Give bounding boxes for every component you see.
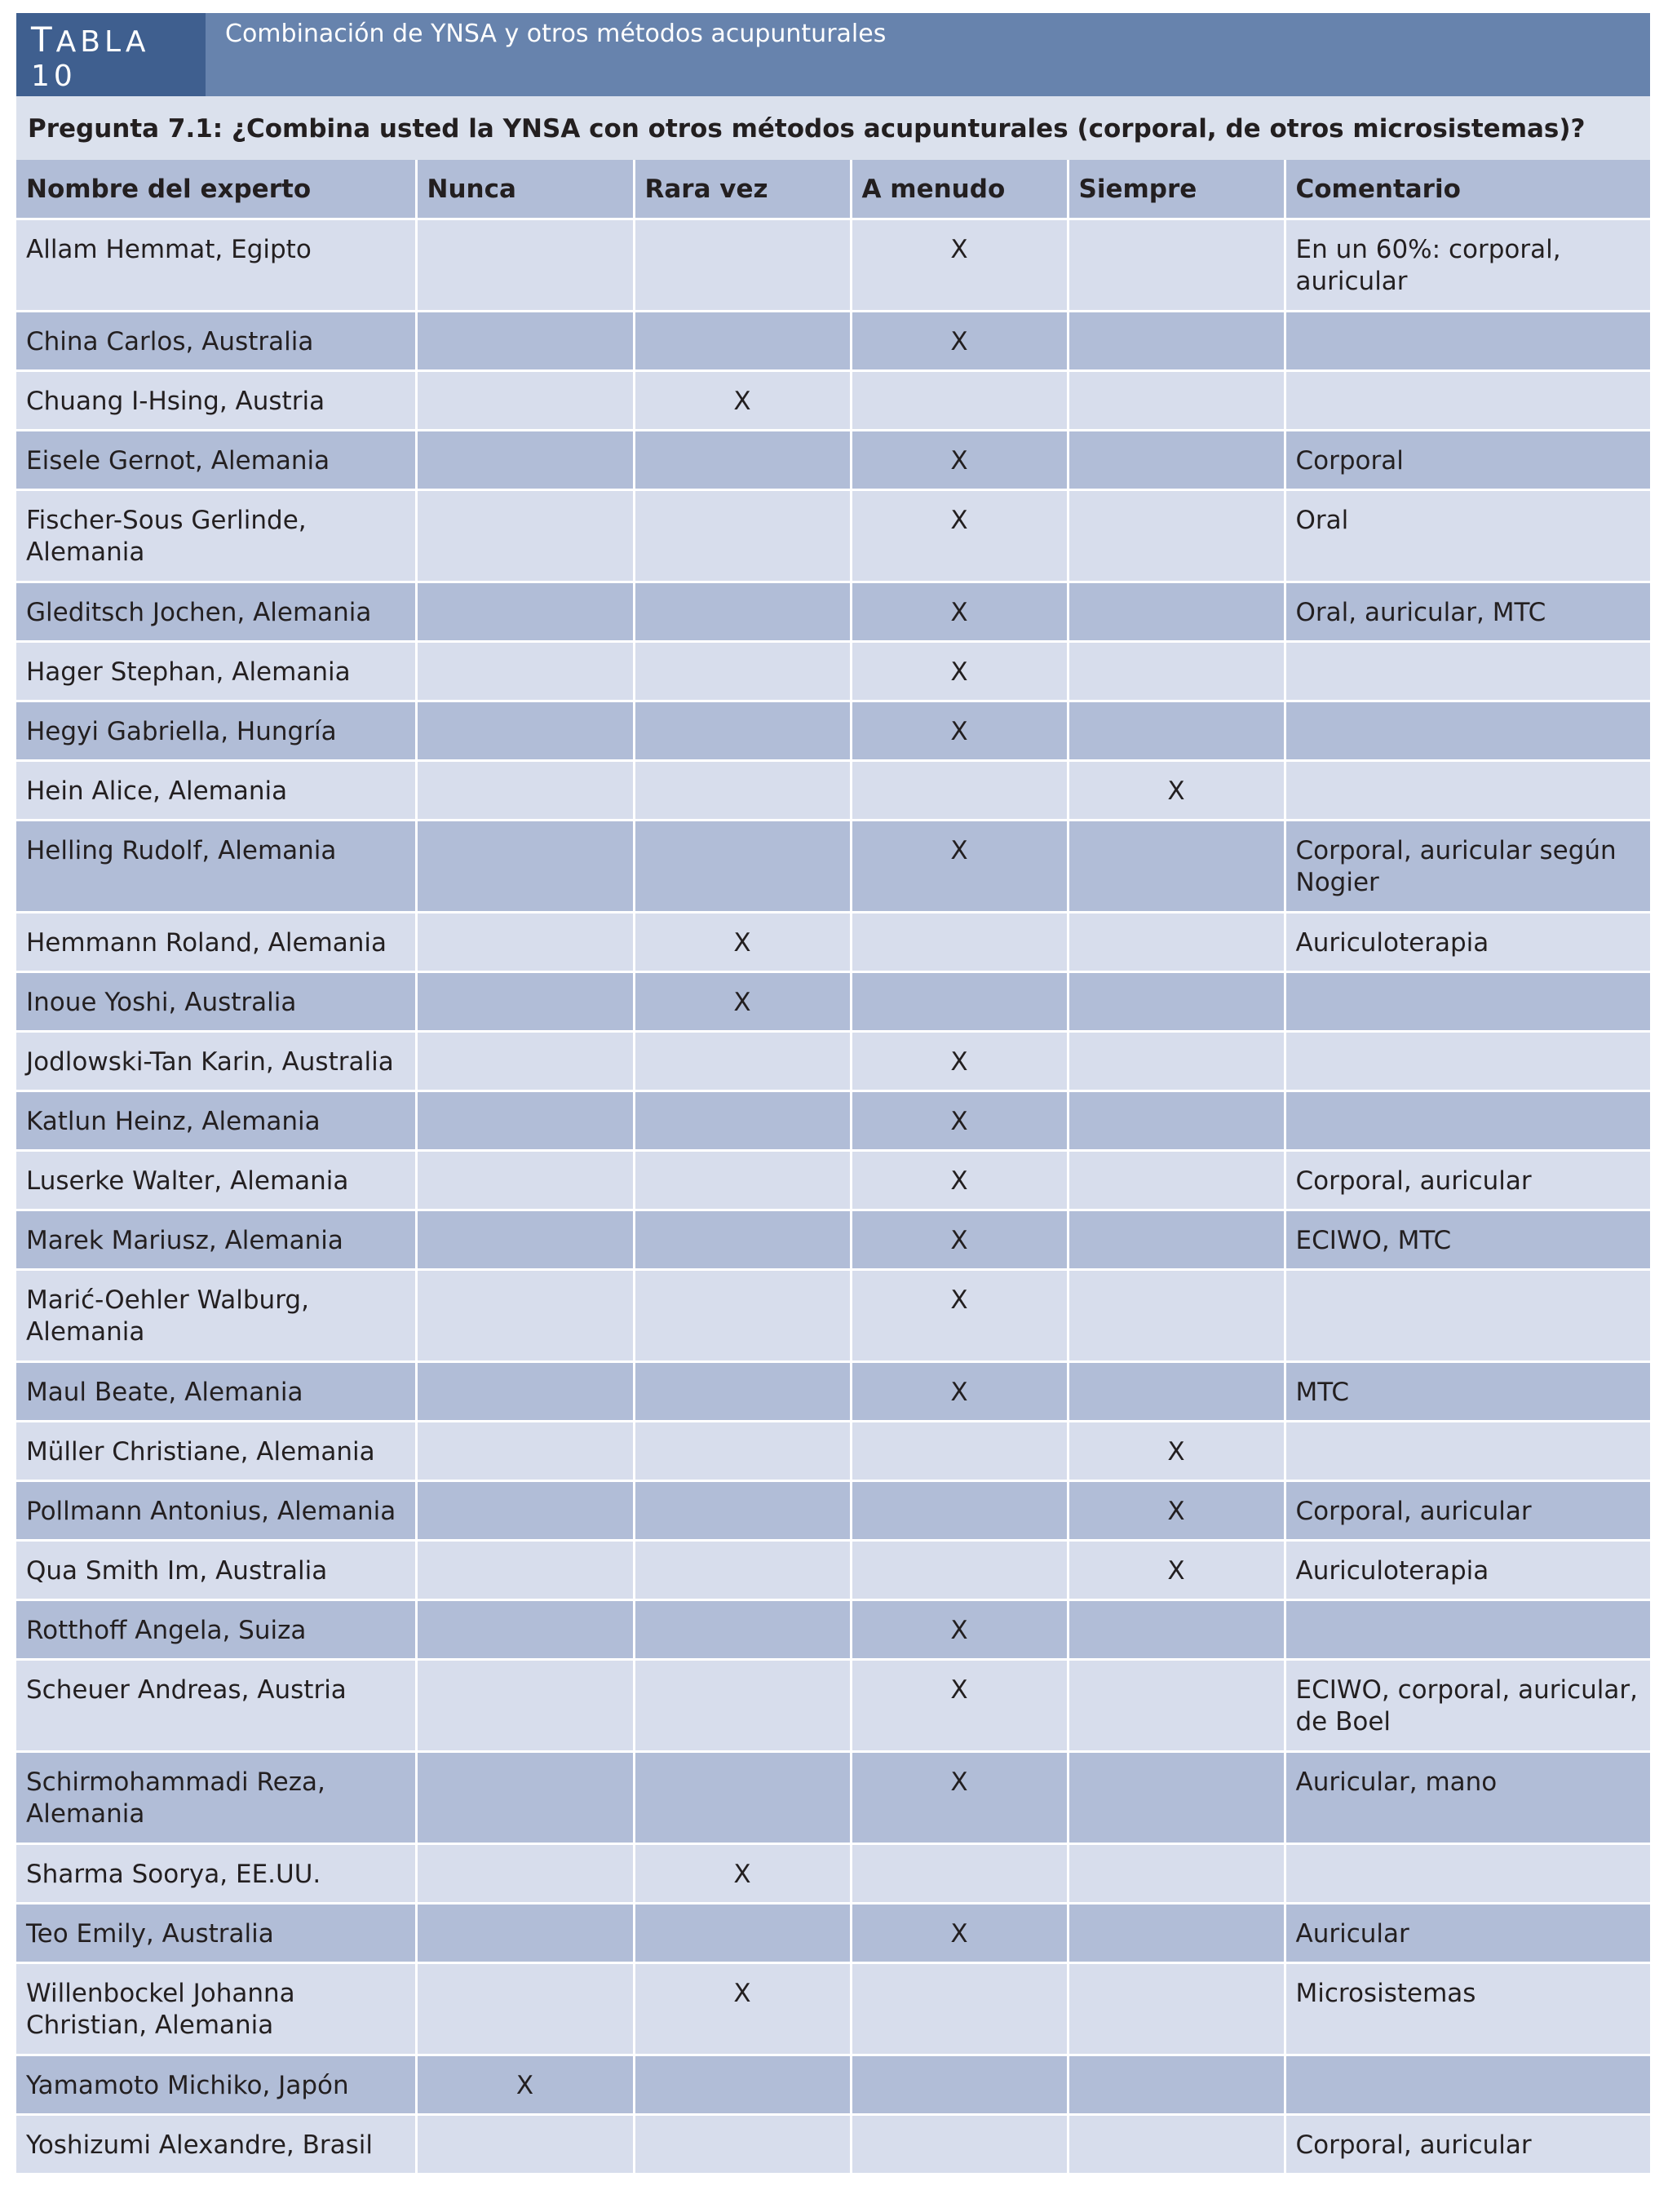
table-title-bar <box>16 13 1650 96</box>
answer-cell-siempre <box>1068 1150 1285 1210</box>
expert-name-cell: Marek Mariusz, Alemania <box>16 1210 416 1269</box>
expert-name-cell: Maul Beate, Alemania <box>16 1361 416 1421</box>
answer-cell-a-menudo: X <box>851 1091 1068 1150</box>
answer-cell-a-menudo: X <box>851 641 1068 701</box>
answer-cell-rara-vez: X <box>634 971 851 1031</box>
expert-name-cell: Hein Alice, Alemania <box>16 760 416 820</box>
answer-cell-rara-vez: X <box>634 370 851 430</box>
answer-cell-siempre <box>1068 971 1285 1031</box>
answer-cell-siempre <box>1068 219 1285 311</box>
table-row <box>16 1599 1650 1659</box>
answer-cell-rara-vez <box>634 641 851 701</box>
answer-cell-a-menudo: X <box>851 1210 1068 1269</box>
expert-name-cell: Chuang I-Hsing, Austria <box>16 370 416 430</box>
answer-cell-nunca <box>416 1540 634 1599</box>
answer-cell-a-menudo: X <box>851 1599 1068 1659</box>
expert-name-cell: Sharma Soorya, EE.UU. <box>16 1843 416 1903</box>
comment-cell <box>1285 1031 1650 1091</box>
header-a-menudo: A menudo <box>851 160 1068 219</box>
comment-cell <box>1285 971 1650 1031</box>
expert-name-cell: Rotthoff Angela, Suiza <box>16 1599 416 1659</box>
answer-cell-siempre <box>1068 701 1285 760</box>
answer-cell-rara-vez <box>634 1031 851 1091</box>
expert-name-cell: Müller Christiane, Alemania <box>16 1421 416 1480</box>
answer-cell-a-menudo: X <box>851 1903 1068 1962</box>
table-row <box>16 1421 1650 1480</box>
answer-cell-rara-vez: X <box>634 912 851 971</box>
expert-name-cell: Willenbockel Johanna Christian, Alemania <box>16 1962 416 2055</box>
answer-cell-a-menudo: X <box>851 489 1068 582</box>
answer-cell-rara-vez <box>634 1599 851 1659</box>
answer-cell-a-menudo <box>851 1480 1068 1540</box>
answer-cell-a-menudo <box>851 2055 1068 2114</box>
table-row <box>16 1031 1650 1091</box>
answer-cell-rara-vez <box>634 1150 851 1210</box>
expert-name-cell: Yoshizumi Alexandre, Brasil <box>16 2114 416 2174</box>
answer-cell-rara-vez <box>634 2114 851 2174</box>
comment-cell: Corporal <box>1285 430 1650 489</box>
answer-cell-siempre <box>1068 2114 1285 2174</box>
answer-cell-siempre <box>1068 2055 1285 2114</box>
table-body <box>16 219 1650 2174</box>
answer-cell-rara-vez <box>634 1361 851 1421</box>
answer-cell-nunca <box>416 2114 634 2174</box>
expert-name-cell: Inoue Yoshi, Australia <box>16 971 416 1031</box>
comment-cell <box>1285 1269 1650 1361</box>
answer-cell-nunca <box>416 1421 634 1480</box>
answer-cell-rara-vez: X <box>634 1843 851 1903</box>
header-name: Nombre del experto <box>16 160 416 219</box>
answer-cell-rara-vez <box>634 1210 851 1269</box>
table-row <box>16 489 1650 582</box>
answer-cell-siempre <box>1068 582 1285 641</box>
answer-cell-rara-vez <box>634 430 851 489</box>
answer-cell-nunca <box>416 1361 634 1421</box>
answer-cell-a-menudo <box>851 760 1068 820</box>
answer-cell-a-menudo <box>851 1962 1068 2055</box>
comment-cell: Corporal, auricular <box>1285 1480 1650 1540</box>
answer-cell-siempre <box>1068 370 1285 430</box>
comment-cell: Auricular, mano <box>1285 1751 1650 1843</box>
table-row <box>16 1480 1650 1540</box>
expert-name-cell: Gleditsch Jochen, Alemania <box>16 582 416 641</box>
answer-cell-nunca <box>416 1480 634 1540</box>
comment-cell: Oral, auricular, MTC <box>1285 582 1650 641</box>
answer-cell-nunca <box>416 1091 634 1150</box>
answer-cell-siempre <box>1068 1031 1285 1091</box>
answer-cell-nunca <box>416 1269 634 1361</box>
table-row <box>16 1751 1650 1843</box>
expert-name-cell: Hager Stephan, Alemania <box>16 641 416 701</box>
answer-cell-nunca <box>416 1962 634 2055</box>
answer-cell-nunca <box>416 370 634 430</box>
comment-cell: ECIWO, corporal, auricular, de Boel <box>1285 1659 1650 1751</box>
table-title: Combinación de YNSA y otros métodos acupunturales <box>225 20 887 48</box>
answer-cell-nunca <box>416 1210 634 1269</box>
answer-cell-siempre: X <box>1068 1540 1285 1599</box>
answer-cell-nunca <box>416 820 634 912</box>
answer-cell-nunca <box>416 219 634 311</box>
table-row <box>16 2055 1650 2114</box>
answer-cell-rara-vez <box>634 2055 851 2114</box>
answer-cell-a-menudo: X <box>851 219 1068 311</box>
table-row <box>16 641 1650 701</box>
comment-cell: Microsistemas <box>1285 1962 1650 2055</box>
answer-cell-a-menudo <box>851 370 1068 430</box>
expert-name-cell: Allam Hemmat, Egipto <box>16 219 416 311</box>
comment-cell: Auriculoterapia <box>1285 1540 1650 1599</box>
answer-cell-siempre <box>1068 489 1285 582</box>
answer-cell-siempre <box>1068 1903 1285 1962</box>
answer-cell-rara-vez <box>634 489 851 582</box>
answer-cell-a-menudo <box>851 1421 1068 1480</box>
answer-cell-rara-vez <box>634 1540 851 1599</box>
answer-cell-rara-vez <box>634 1903 851 1962</box>
answer-cell-rara-vez <box>634 582 851 641</box>
answer-cell-siempre <box>1068 641 1285 701</box>
table-row <box>16 1843 1650 1903</box>
answer-cell-a-menudo: X <box>851 582 1068 641</box>
table-row <box>16 582 1650 641</box>
comment-cell: MTC <box>1285 1361 1650 1421</box>
table-row <box>16 1361 1650 1421</box>
header-nunca: Nunca <box>416 160 634 219</box>
expert-name-cell: Luserke Walter, Alemania <box>16 1150 416 1210</box>
table-row <box>16 971 1650 1031</box>
answer-cell-nunca <box>416 641 634 701</box>
comment-cell <box>1285 760 1650 820</box>
table-number-initial: T <box>31 20 56 60</box>
answer-cell-nunca <box>416 489 634 582</box>
table-row <box>16 430 1650 489</box>
table-row <box>16 370 1650 430</box>
answer-cell-nunca <box>416 1031 634 1091</box>
comment-cell: Auricular <box>1285 1903 1650 1962</box>
header-comment: Comentario <box>1285 160 1650 219</box>
expert-table <box>16 160 1650 2175</box>
header-row <box>16 160 1650 219</box>
table-number-tag <box>16 13 206 96</box>
table-row <box>16 912 1650 971</box>
answer-cell-a-menudo <box>851 1540 1068 1599</box>
comment-cell <box>1285 370 1650 430</box>
answer-cell-nunca <box>416 430 634 489</box>
expert-name-cell: Scheuer Andreas, Austria <box>16 1659 416 1751</box>
comment-cell: En un 60%: corporal, auricular <box>1285 219 1650 311</box>
answer-cell-a-menudo <box>851 971 1068 1031</box>
comment-cell: Auriculoterapia <box>1285 912 1650 971</box>
answer-cell-rara-vez <box>634 701 851 760</box>
answer-cell-a-menudo: X <box>851 430 1068 489</box>
comment-cell: Corporal, auricular <box>1285 2114 1650 2174</box>
answer-cell-a-menudo: X <box>851 1361 1068 1421</box>
expert-name-cell: Yamamoto Michiko, Japón <box>16 2055 416 2114</box>
answer-cell-nunca <box>416 912 634 971</box>
answer-cell-siempre <box>1068 1659 1285 1751</box>
comment-cell <box>1285 1599 1650 1659</box>
answer-cell-a-menudo: X <box>851 1751 1068 1843</box>
expert-name-cell: Fischer-Sous Gerlinde, Alemania <box>16 489 416 582</box>
comment-cell: ECIWO, MTC <box>1285 1210 1650 1269</box>
answer-cell-siempre <box>1068 1361 1285 1421</box>
answer-cell-a-menudo: X <box>851 1659 1068 1751</box>
comment-cell: Corporal, auricular <box>1285 1150 1650 1210</box>
table-row <box>16 1903 1650 1962</box>
answer-cell-siempre <box>1068 1091 1285 1150</box>
expert-name-cell: Schirmohammadi Reza, Alemania <box>16 1751 416 1843</box>
table-row <box>16 1269 1650 1361</box>
answer-cell-nunca <box>416 971 634 1031</box>
table-row <box>16 1659 1650 1751</box>
answer-cell-siempre <box>1068 1962 1285 2055</box>
answer-cell-nunca <box>416 311 634 370</box>
answer-cell-rara-vez <box>634 219 851 311</box>
answer-cell-rara-vez <box>634 1480 851 1540</box>
comment-cell <box>1285 1091 1650 1150</box>
comment-cell: Corporal, auricular según Nogier <box>1285 820 1650 912</box>
expert-name-cell: Pollmann Antonius, Alemania <box>16 1480 416 1540</box>
answer-cell-siempre <box>1068 430 1285 489</box>
answer-cell-nunca <box>416 701 634 760</box>
answer-cell-a-menudo: X <box>851 820 1068 912</box>
answer-cell-siempre <box>1068 1269 1285 1361</box>
answer-cell-a-menudo: X <box>851 701 1068 760</box>
answer-cell-a-menudo <box>851 1843 1068 1903</box>
table-row <box>16 1210 1650 1269</box>
answer-cell-rara-vez <box>634 311 851 370</box>
answer-cell-a-menudo: X <box>851 1269 1068 1361</box>
table-row <box>16 311 1650 370</box>
answer-cell-rara-vez <box>634 1751 851 1843</box>
answer-cell-nunca <box>416 582 634 641</box>
answer-cell-siempre <box>1068 1751 1285 1843</box>
answer-cell-nunca <box>416 1599 634 1659</box>
answer-cell-nunca <box>416 760 634 820</box>
answer-cell-a-menudo <box>851 2114 1068 2174</box>
table-row <box>16 1091 1650 1150</box>
table-row <box>16 219 1650 311</box>
table-row <box>16 1150 1650 1210</box>
answer-cell-siempre: X <box>1068 1480 1285 1540</box>
table-figure <box>16 13 1650 2175</box>
answer-cell-nunca <box>416 1150 634 1210</box>
answer-cell-siempre <box>1068 1599 1285 1659</box>
answer-cell-rara-vez <box>634 760 851 820</box>
answer-cell-rara-vez: X <box>634 1962 851 2055</box>
expert-name-cell: Eisele Gernot, Alemania <box>16 430 416 489</box>
answer-cell-a-menudo: X <box>851 1150 1068 1210</box>
expert-name-cell: Teo Emily, Australia <box>16 1903 416 1962</box>
table-row <box>16 820 1650 912</box>
comment-cell <box>1285 1843 1650 1903</box>
answer-cell-siempre <box>1068 1843 1285 1903</box>
comment-cell <box>1285 2055 1650 2114</box>
answer-cell-a-menudo: X <box>851 311 1068 370</box>
header-rara-vez: Rara vez <box>634 160 851 219</box>
answer-cell-siempre: X <box>1068 1421 1285 1480</box>
expert-name-cell: Hegyi Gabriella, Hungría <box>16 701 416 760</box>
expert-name-cell: Marić-Oehler Walburg, Alemania <box>16 1269 416 1361</box>
expert-name-cell: Hemmann Roland, Alemania <box>16 912 416 971</box>
answer-cell-a-menudo <box>851 912 1068 971</box>
answer-cell-rara-vez <box>634 1269 851 1361</box>
table-row <box>16 1540 1650 1599</box>
answer-cell-rara-vez <box>634 820 851 912</box>
answer-cell-a-menudo: X <box>851 1031 1068 1091</box>
expert-name-cell: Jodlowski-Tan Karin, Australia <box>16 1031 416 1091</box>
question-row: Pregunta 7.1: ¿Combina usted la YNSA con otros métodos acupunturales (corporal, de otros microsistemas)? <box>16 96 1650 160</box>
answer-cell-nunca <box>416 1751 634 1843</box>
answer-cell-rara-vez <box>634 1659 851 1751</box>
table-number-rest: ABLA 10 <box>31 25 150 93</box>
comment-cell <box>1285 641 1650 701</box>
answer-cell-nunca <box>416 1903 634 1962</box>
table-row <box>16 701 1650 760</box>
expert-name-cell: Helling Rudolf, Alemania <box>16 820 416 912</box>
comment-cell <box>1285 701 1650 760</box>
expert-name-cell: Qua Smith Im, Australia <box>16 1540 416 1599</box>
answer-cell-siempre <box>1068 311 1285 370</box>
answer-cell-siempre: X <box>1068 760 1285 820</box>
header-siempre: Siempre <box>1068 160 1285 219</box>
table-row <box>16 760 1650 820</box>
answer-cell-rara-vez <box>634 1091 851 1150</box>
table-row <box>16 1962 1650 2055</box>
table-row <box>16 2114 1650 2174</box>
comment-cell <box>1285 1421 1650 1480</box>
answer-cell-nunca <box>416 1843 634 1903</box>
expert-name-cell: China Carlos, Australia <box>16 311 416 370</box>
comment-cell: Oral <box>1285 489 1650 582</box>
answer-cell-siempre <box>1068 912 1285 971</box>
comment-cell <box>1285 311 1650 370</box>
answer-cell-siempre <box>1068 1210 1285 1269</box>
answer-cell-nunca <box>416 1659 634 1751</box>
answer-cell-rara-vez <box>634 1421 851 1480</box>
answer-cell-nunca: X <box>416 2055 634 2114</box>
answer-cell-siempre <box>1068 820 1285 912</box>
expert-name-cell: Katlun Heinz, Alemania <box>16 1091 416 1150</box>
